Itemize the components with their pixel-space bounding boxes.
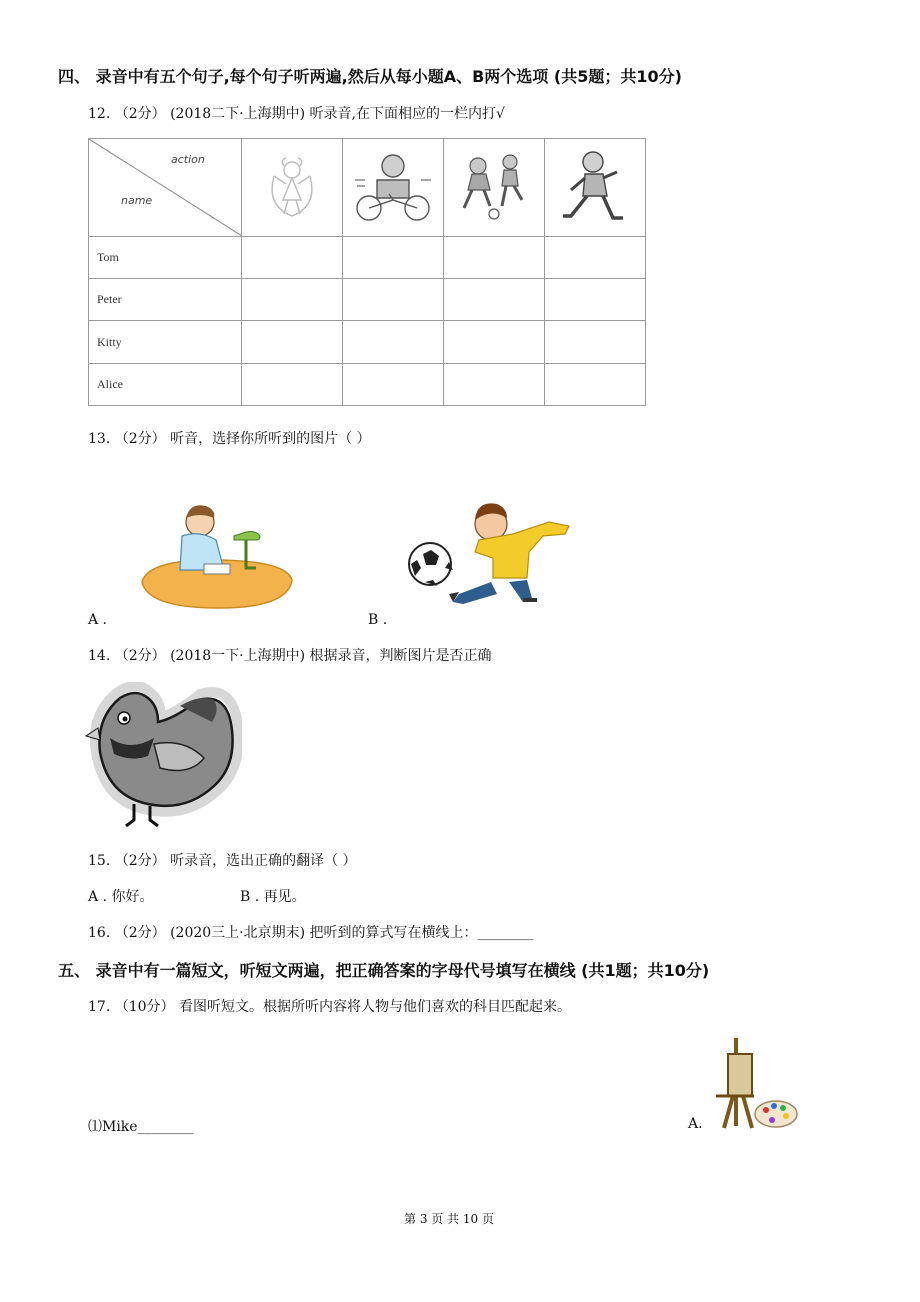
option-a-label-q17[interactable]: A. [688, 1116, 703, 1132]
diagonal-line [89, 139, 242, 236]
answer-cell[interactable] [343, 279, 444, 321]
answer-cell[interactable] [444, 279, 545, 321]
boy-studying-desk-icon [138, 500, 298, 612]
row-name-tom: Tom [89, 236, 242, 278]
boy-kicking-football-icon [405, 498, 585, 606]
row-name-peter: Peter [89, 279, 242, 321]
answer-cell[interactable] [444, 321, 545, 363]
section-5-title: 五、 录音中有一篇短文，听短文两遍，把正确答案的字母代号填写在横线 (共1题；共10分) [58, 961, 710, 980]
question-15-text: 15. （2分） 听录音，选出正确的翻译（ ） [88, 853, 357, 869]
table-row [89, 279, 646, 321]
girl-jumping-rope-icon [262, 152, 322, 222]
boy-running-icon [557, 148, 633, 226]
option-a-text[interactable]: A . 你好。 [88, 889, 154, 905]
row-name-alice: Alice [89, 363, 242, 405]
answer-cell[interactable] [545, 321, 646, 363]
answer-cell[interactable] [343, 236, 444, 278]
table-row [89, 236, 646, 278]
answer-cell[interactable] [242, 321, 343, 363]
picture-cell-1 [242, 139, 343, 237]
question-16-text: 16. （2分） (2020三上·北京期末) 把听到的算式写在横线上：________ [88, 925, 534, 941]
question-12-text: 12. （2分） (2018二下·上海期中) 听录音,在下面相应的一栏内打√ [88, 106, 505, 122]
hen-picture-icon [84, 682, 242, 830]
picture-cell-4 [545, 139, 646, 237]
answer-cell[interactable] [444, 363, 545, 405]
question-12-table [88, 138, 646, 406]
answer-cell[interactable] [444, 236, 545, 278]
answer-cell[interactable] [545, 363, 646, 405]
answer-cell[interactable] [242, 236, 343, 278]
row-name-kitty: Kitty [89, 321, 242, 363]
page-number: 第 3 页 共 10 页 [404, 1212, 494, 1226]
table-header-row [89, 139, 646, 237]
boy-riding-bike-icon [351, 150, 435, 224]
header-action-label: action [171, 153, 205, 166]
section-4-title: 四、 录音中有五个句子,每个句子听两遍,然后从每小题A、B两个选项 (共5题；共10分) [58, 67, 682, 86]
question-13-text: 13. （2分） 听音，选择你所听到的图片（ ） [88, 431, 371, 447]
answer-cell[interactable] [545, 236, 646, 278]
header-name-label: name [121, 194, 153, 207]
table-row [89, 363, 646, 405]
question-14-text: 14. （2分） (2018一下·上海期中) 根据录音，判断图片是否正确 [88, 648, 492, 664]
picture-cell-2 [343, 139, 444, 237]
option-a-label[interactable]: A . [88, 612, 108, 628]
kids-playing-football-icon [452, 150, 536, 224]
diagonal-header-cell [89, 139, 242, 237]
option-b-label[interactable]: B . [368, 612, 388, 628]
option-b-text[interactable]: B . 再见。 [240, 889, 306, 905]
match-item-mike[interactable]: ⑴Mike________ [88, 1119, 194, 1135]
picture-cell-3 [444, 139, 545, 237]
answer-cell[interactable] [343, 363, 444, 405]
easel-and-palette-icon [714, 1034, 798, 1132]
question-17-text: 17. （10分） 看图听短文。根据所听内容将人物与他们喜欢的科目匹配起来。 [88, 999, 571, 1015]
answer-cell[interactable] [545, 279, 646, 321]
answer-cell[interactable] [242, 279, 343, 321]
answer-cell[interactable] [343, 321, 444, 363]
table-row [89, 321, 646, 363]
answer-cell[interactable] [242, 363, 343, 405]
